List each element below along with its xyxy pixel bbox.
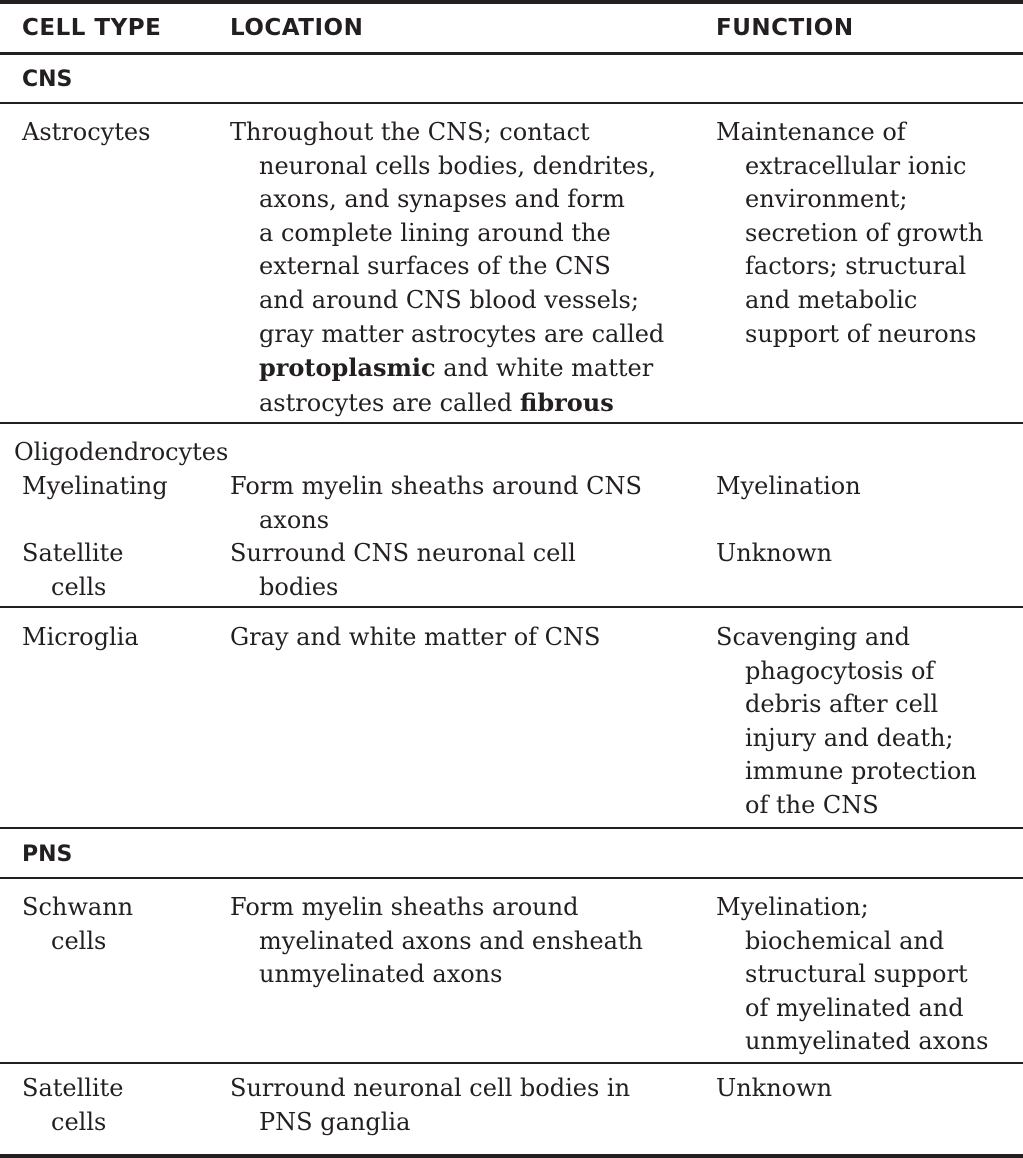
function-astrocytes [716,116,983,351]
text-line: myelinated axons and ensheath [259,926,643,955]
location-myelinating [230,470,642,537]
text-line: immune protection [745,757,977,786]
cell-type-oligodendrocytes [14,436,228,470]
text-line: axons [259,505,330,534]
function-microglia [716,621,977,823]
cell-type-astrocytes [22,116,150,150]
text-line: PNS ganglia [259,1107,411,1136]
text-line: Surround neuronal cell bodies in [230,1074,631,1102]
text-line: injury and death; [745,723,954,752]
text-line: factors; structural [745,252,967,281]
text-line: environment; [745,185,908,214]
text-line: cells [51,926,107,955]
text-line: Maintenance of [716,118,906,146]
text-line: Unknown [716,1074,833,1102]
cell-type-microglia [22,621,139,655]
text-line: Myelinating [22,472,168,500]
text-line: neuronal cells bodies, dendrites, [259,151,657,180]
location-satellite-cns [230,537,576,604]
text-line: and around CNS blood vessels; [259,285,639,314]
text-line: external surfaces of the CNS [259,252,611,281]
header-rule [0,52,1023,55]
divider [0,422,1023,424]
text-line: Gray and white matter of CNS [230,623,601,651]
text-line: unmyelinated axons [259,960,503,989]
text-line: Schwann [22,893,134,921]
text-line: secretion of growth [745,218,984,247]
text-line: Oligodendrocytes [14,438,229,466]
text-line: Microglia [22,623,139,651]
divider [0,102,1023,104]
text-line: Satellite [22,1074,124,1102]
header-location: LOCATION [230,15,364,41]
text-line: Form myelin sheaths around CNS [230,472,642,500]
bold-term: protoplasmic [259,353,436,383]
text-line: phagocytosis of [745,656,935,685]
section-pns: PNS [22,842,73,867]
cell-type-schwann [22,891,133,958]
text-line: Surround CNS neuronal cell [230,539,576,567]
text-line: Myelination [716,472,861,500]
top-rule [0,0,1023,4]
text-line: unmyelinated axons [745,1027,989,1056]
location-microglia [230,621,600,655]
text-line: axons, and synapses and form [259,185,625,214]
function-satellite-cns [716,537,832,571]
divider [0,1062,1023,1064]
header-function: FUNCTION [716,15,854,41]
text-line: Unknown [716,539,833,567]
text-line: Form myelin sheaths around [230,893,579,921]
text-line: Astrocytes [22,118,151,146]
text-line: astrocytes are called fibrous [259,387,614,417]
text-line: Throughout the CNS; contact [230,118,590,146]
text-line: and metabolic [745,285,918,314]
section-cns: CNS [22,67,73,92]
bold-term: fibrous [519,387,614,417]
text-line: bodies [259,572,339,601]
divider [0,827,1023,829]
function-schwann [716,891,988,1059]
divider [0,606,1023,608]
function-satellite-pns [716,1072,832,1106]
cell-type-satellite-cns [22,537,123,604]
text-line: Myelination; [716,893,869,921]
text-line: protoplasmic and white matter [259,353,654,383]
text-line: Satellite [22,539,124,567]
text-line: cells [51,572,107,601]
text-line: cells [51,1107,107,1136]
cell-type-satellite-pns [22,1072,123,1139]
text-line: debris after cell [745,690,939,719]
text-line: extracellular ionic [745,151,967,180]
text-line: a complete lining around the [259,218,611,247]
text-line: of the CNS [745,790,879,819]
location-satellite-pns [230,1072,630,1139]
text-line: Scavenging and [716,623,911,651]
text-line: of myelinated and [745,993,964,1022]
text-line: gray matter astrocytes are called [259,319,665,348]
location-schwann [230,891,643,992]
header-cell-type: CELL TYPE [22,15,162,41]
cell-type-myelinating [22,470,168,504]
function-myelinating [716,470,861,504]
bottom-rule [0,1154,1023,1158]
divider [0,877,1023,879]
text-line: biochemical and [745,926,945,955]
text-line: support of neurons [745,319,977,348]
text-line: structural support [745,960,968,989]
location-astrocytes [230,116,664,420]
